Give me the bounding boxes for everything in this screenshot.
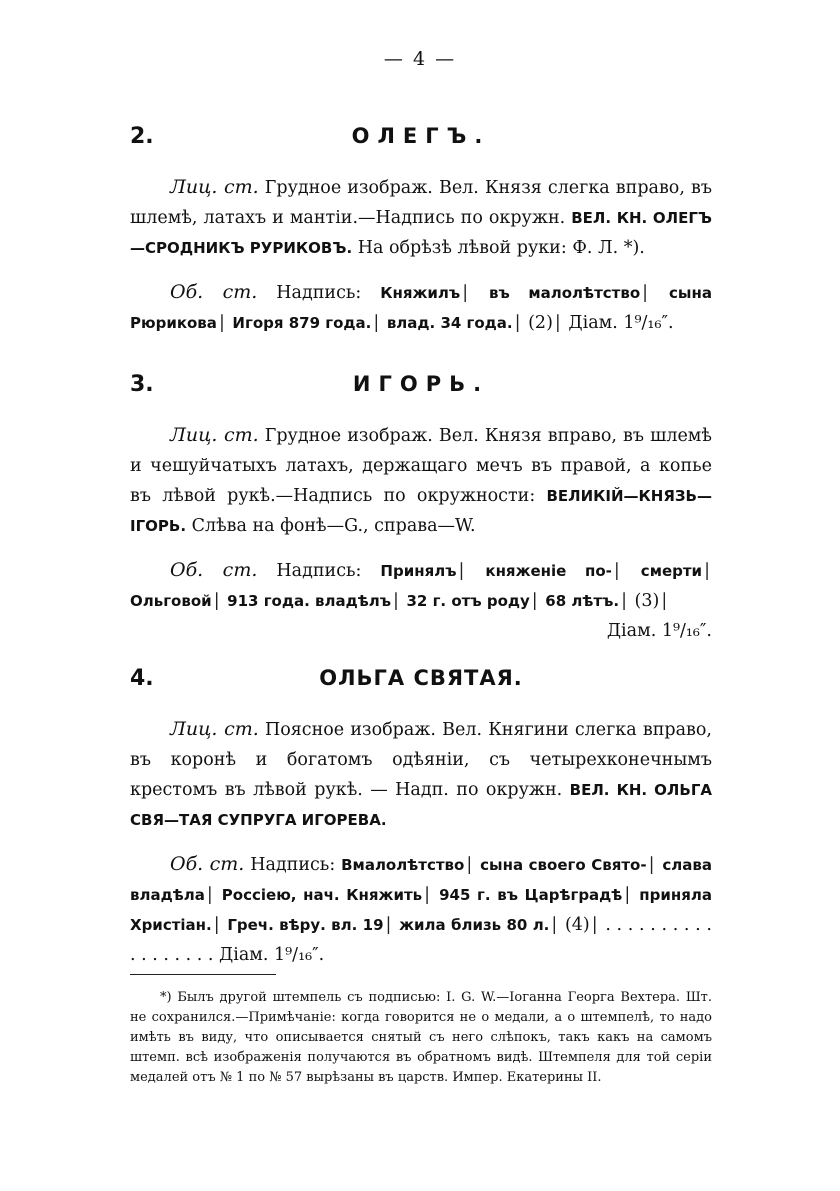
legend-line: 32 г. отъ роду (406, 592, 530, 610)
legend-line: слава владѣла (130, 856, 712, 904)
diameter: Діам. 1⁹/₁₆″. (568, 313, 674, 333)
obverse-legend: ВЕЛ. КН. ОЛЬГА СВЯ—ТАЯ СУПРУГА ИГОРЕВА. (130, 781, 712, 829)
diameter: Діам. 1⁹/₁₆″. (219, 945, 325, 965)
obverse-legend: ВЕЛ. КН. ОЛЕГЪ—СРОДНИКЪ РУРИКОВЪ. (130, 209, 712, 257)
legend-line: Игоря 879 года. (232, 314, 372, 332)
footnote: *) Былъ другой штемпель съ подписью: I. G. W.—Іоганна Георга Вехтера. Шт. не сохранился.—Примѣчаніе: когда говорится не о медали, а о штемпелѣ, то надо имѣть въ виду, что описывается снятый съ него слѣпокъ, такъ какъ на самомъ штемп. всѣ изображенія получаются въ обратномъ видѣ. Штемпеля для той серіи медалей отъ № 1 по № 57 вырѣзаны въ царств. Импер. Екатерины II. (130, 990, 712, 1085)
section-number: 4. (130, 666, 154, 691)
obverse-text-2: На обрѣзѣ лѣвой руки: (357, 238, 567, 258)
medal-number: (2) (528, 313, 553, 333)
obverse-text: Грудное изображ. Вел. Князя слегка вправо, въ шлемѣ, латахъ и мантіи.—Надпись по окружн. (130, 178, 712, 228)
legend-line: Греч. вѣру. вл. 19 (227, 916, 384, 934)
section-igor (130, 372, 712, 646)
medal-number: (3) (634, 591, 660, 611)
footnote-ref: *). (623, 238, 645, 258)
obverse-description (130, 172, 712, 263)
reverse-text: Надпись: (276, 561, 362, 581)
section-heading (130, 372, 712, 406)
obverse-label: Лиц. ст. (170, 176, 259, 198)
obverse-text: Грудное изображ. Вел. Князя вправо, въ шлемѣ и чешуйчатыхъ латахъ, держащаго мечъ въ правой, а копье въ лѣвой рукѣ.—Надпись по окружности: (130, 426, 712, 506)
legend-line: приняла Христіан. (130, 886, 712, 934)
legend-line: Россіею, нач. Княжить (221, 886, 423, 904)
reverse-description: Об. ст. Надпись: Княжилъ | въ малолѣтство | сына Рюрикова | Игоря 879 года. | влад. 34 года. | (2) | Діам. 1⁹/₁₆″. (130, 281, 712, 333)
legend-line: сына своего Свято- (480, 856, 647, 874)
section-heading (130, 666, 712, 700)
legend-line: княженіе по- (485, 562, 612, 580)
diameter: Діам. 1⁹/₁₆″. (606, 621, 712, 641)
legend-line: жила близь 80 л. (399, 916, 550, 934)
legend-line: 913 года. владѣлъ (227, 592, 392, 610)
obverse-description (130, 420, 712, 541)
legend-line: Ольговой (130, 592, 212, 610)
obverse-description (130, 714, 712, 835)
section-title: ОЛЬГА СВЯТАЯ. (319, 666, 523, 690)
obverse-label: Лиц. ст. (170, 718, 259, 740)
legend-line: Вмалолѣтство (341, 856, 465, 874)
section-oleg (130, 124, 712, 338)
engraver-initials: Ф. Л. (572, 238, 619, 258)
reverse-label: Об. ст. (170, 559, 258, 581)
legend-line: смерти (640, 562, 703, 580)
reverse-description: Об. ст. Надпись: Вмалолѣтство | сына своего Свято- | слава владѣла | Россіею, нач. Княжить | 945 г. въ Царѣградѣ | приняла Христіан. | Греч. вѣру. вл. 19 | жила близь 80 л. | (4) | . . . . . . . . . . . . . . . . . . Діам. 1⁹/₁₆″. (130, 853, 712, 965)
medal-number: (4) (564, 915, 590, 935)
legend-line: 68 лѣтъ. (545, 592, 620, 610)
section-heading (130, 124, 712, 158)
section-number: 2. (130, 124, 154, 149)
legend-line: Принялъ (380, 562, 457, 580)
reverse-description: Об. ст. Надпись: Принялъ | княженіе по- | смерти | Ольговой | 913 года. владѣлъ | 32 г. отъ роду | 68 лѣтъ. | (3) | (130, 559, 710, 611)
footnote-divider (130, 974, 276, 975)
section-olga (130, 666, 712, 970)
obverse-label: Лиц. ст. (170, 424, 259, 446)
leader-dots: . . . . . . . . . . . . . . . . . . (130, 915, 712, 965)
legend-line: въ малолѣтство (489, 284, 641, 302)
obverse-legend: ВЕЛИКІЙ—КНЯЗЬ—ІГОРЬ. (130, 487, 712, 535)
legend-line: Княжилъ (380, 284, 461, 302)
reverse-label: Об. ст. (170, 853, 245, 875)
page-number: — 4 — (383, 48, 457, 70)
section-title: ИГОРЬ. (352, 372, 490, 396)
section-title: ОЛЕГЪ. (351, 124, 491, 148)
reverse-text: Надпись: (276, 283, 362, 303)
legend-line: влад. 34 года. (386, 314, 513, 332)
obverse-text: Поясное изображ. Вел. Княгини слегка вправо, въ коронѣ и богатомъ одѣяніи, съ четырехконечнымъ крестомъ въ лѣвой рукѣ. — Надп. по окружн. (130, 720, 712, 800)
obverse-text-2: Слѣва на фонѣ—G., справа—W. (191, 516, 476, 536)
legend-line: сына Рюрикова (130, 284, 712, 332)
section-number: 3. (130, 372, 154, 397)
reverse-label: Об. ст. (170, 281, 258, 303)
legend-line: 945 г. въ Царѣградѣ (439, 886, 623, 904)
reverse-text: Надпись: (250, 855, 336, 875)
